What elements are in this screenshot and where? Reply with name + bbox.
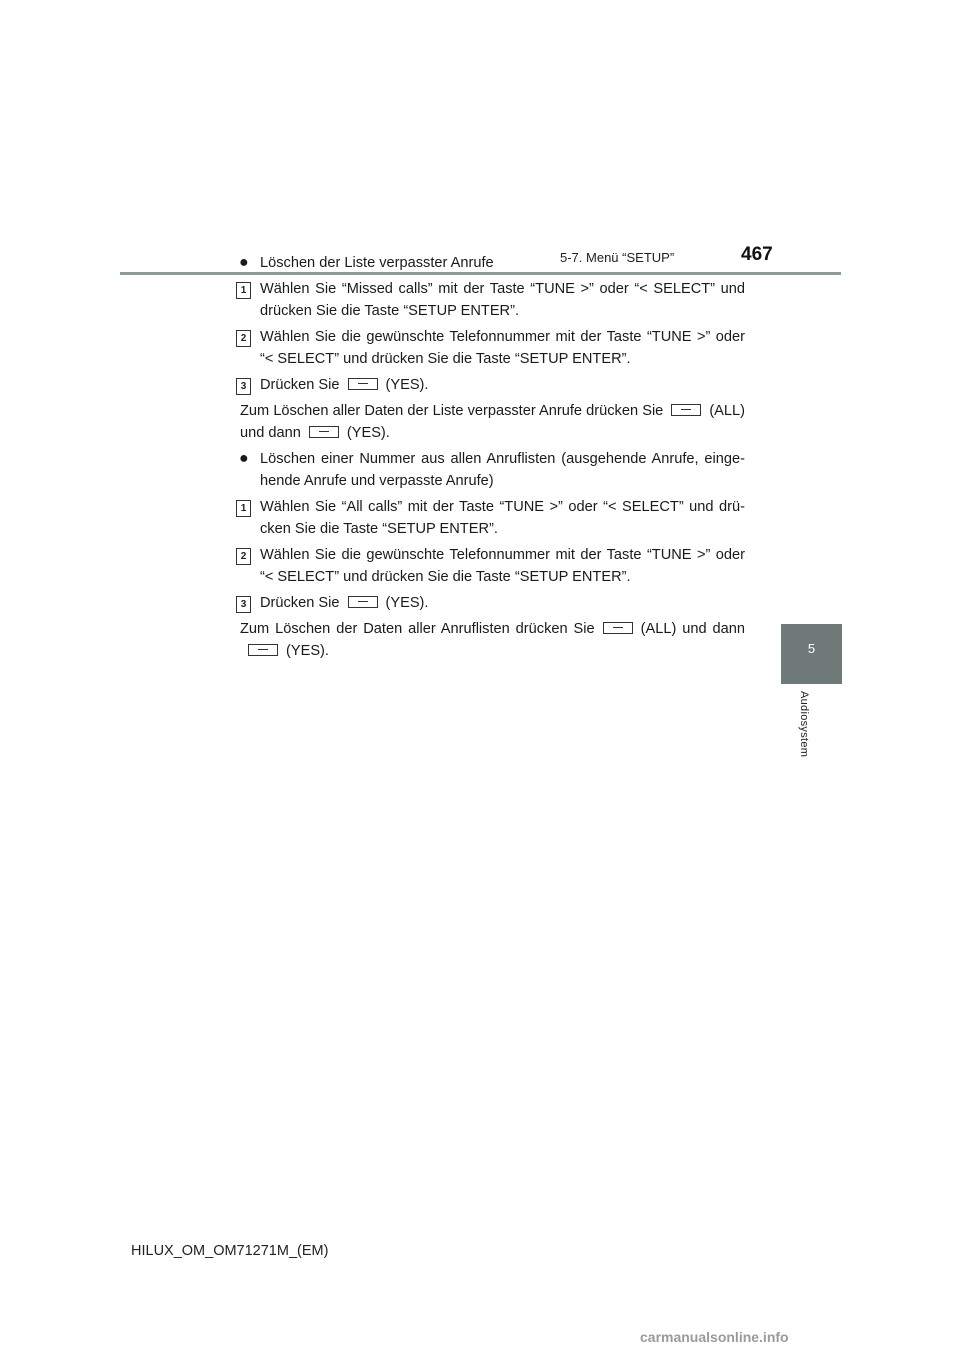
bullet-icon: ● bbox=[239, 450, 249, 467]
step-number-3: 3 bbox=[236, 378, 251, 395]
step-text: Wählen Sie “Missed calls” mit der Taste “TUNE >” oder “< SELECT” und drücken Sie die Taste “SETUP ENTER”. bbox=[260, 281, 745, 319]
step-item bbox=[240, 326, 745, 370]
step-number-1: 1 bbox=[236, 282, 251, 299]
step-item bbox=[240, 496, 745, 540]
step-item bbox=[240, 278, 745, 322]
step-item bbox=[240, 544, 745, 588]
bullet-text: Löschen der Liste verpasster Anrufe bbox=[260, 255, 494, 271]
footer-code: HILUX_OM_OM71271M_(EM) bbox=[131, 1243, 329, 1259]
chapter-label: Audiosystem bbox=[798, 691, 810, 758]
softkey-icon bbox=[248, 644, 278, 656]
note-text-part: Zum Löschen aller Daten der Liste verpasster Anrufe drücken Sie bbox=[240, 403, 664, 419]
step-item bbox=[240, 374, 745, 396]
bullet-icon: ● bbox=[239, 254, 249, 271]
page-number: 467 bbox=[741, 244, 773, 265]
note-text-part: (ALL) und dann bbox=[640, 621, 745, 637]
step-item bbox=[240, 592, 745, 614]
section-title: 5-7. Menü “SETUP” bbox=[560, 250, 675, 265]
step-number-2: 2 bbox=[236, 548, 251, 565]
step-text: Wählen Sie die gewünschte Telefonnummer mit der Taste “TUNE >” oder “< SELECT” und drücken Sie die Taste “SETUP ENTER”. bbox=[260, 547, 745, 585]
bullet-item bbox=[240, 448, 745, 492]
step-text: Drücken Sie bbox=[260, 595, 340, 611]
chapter-number: 5 bbox=[807, 641, 816, 656]
note-text bbox=[240, 618, 745, 662]
step-text: Wählen Sie die gewünschte Telefonnummer mit der Taste “TUNE >” oder “< SELECT” und drücken Sie die Taste “SETUP ENTER”. bbox=[260, 329, 745, 367]
softkey-icon bbox=[671, 404, 701, 416]
bullet-text: Löschen einer Nummer aus allen Anruflisten (ausgehende Anrufe, einge-hende Anrufe und verpasste Anrufe) bbox=[260, 451, 745, 489]
step-text: (YES). bbox=[385, 595, 429, 611]
step-number-1: 1 bbox=[236, 500, 251, 517]
softkey-icon bbox=[309, 426, 339, 438]
step-text: Wählen Sie “All calls” mit der Taste “TUNE >” oder “< SELECT” und drü-cken Sie die Taste “SETUP ENTER”. bbox=[260, 499, 745, 537]
step-number-2: 2 bbox=[236, 330, 251, 347]
note-text bbox=[240, 400, 745, 444]
step-text: (YES). bbox=[385, 377, 429, 393]
watermark: carmanualsonline.info bbox=[640, 1329, 789, 1345]
bullet-item bbox=[240, 252, 745, 274]
softkey-icon bbox=[348, 596, 378, 608]
softkey-icon bbox=[348, 378, 378, 390]
step-number-3: 3 bbox=[236, 596, 251, 613]
softkey-icon bbox=[603, 622, 633, 634]
note-text-part: (YES). bbox=[286, 643, 329, 659]
chapter-tab bbox=[781, 624, 842, 684]
note-text-part: (ALL) und dann bbox=[240, 403, 745, 441]
note-text-part: (YES). bbox=[346, 425, 390, 441]
step-text: Drücken Sie bbox=[260, 377, 340, 393]
note-text-part: Zum Löschen der Daten aller Anruflisten drücken Sie bbox=[240, 621, 595, 637]
main-content bbox=[240, 252, 745, 666]
